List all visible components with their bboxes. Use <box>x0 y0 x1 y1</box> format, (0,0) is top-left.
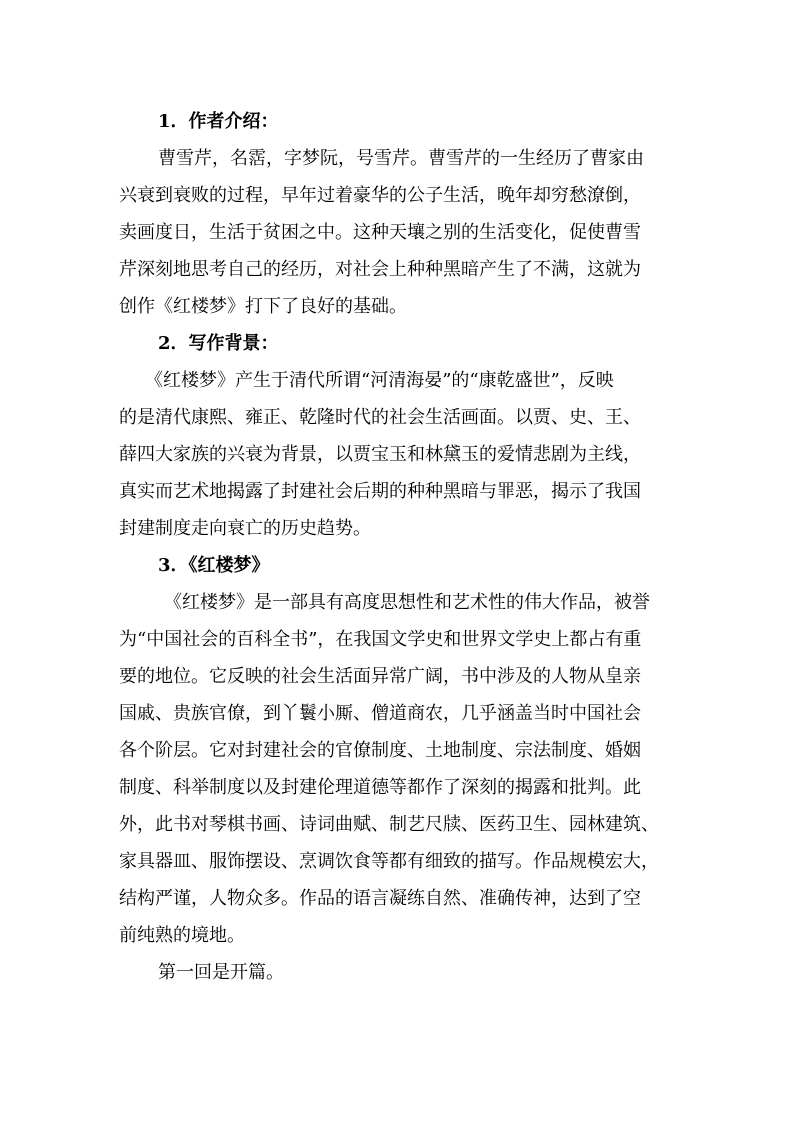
section1-line-4: 芹深刻地思考自己的经历，对社会上种种黑暗产生了不满，这就为 <box>119 259 641 280</box>
section3-line-6: 制度、科举制度以及封建伦理道德等都作了深刻的揭露和批判。此 <box>119 777 641 798</box>
section1-line-3: 卖画度日，生活于贫困之中。这种天壤之别的生活变化，促使曹雪 <box>119 222 641 243</box>
section3-line-10: 前纯熟的境地。 <box>119 925 245 946</box>
section3-line-2: 为“中国社会的百科全书”，在我国文学史和世界文学史上都占有重 <box>119 629 642 650</box>
section2-line-3: 薛四大家族的兴衰为背景，以贾宝玉和林黛玉的爱情悲剧为主线， <box>119 444 641 465</box>
section1-line-2: 兴衰到衰败的过程，早年过着豪华的公子生活，晚年却穷愁潦倒， <box>119 185 641 206</box>
section2-heading: 2．写作背景： <box>158 333 279 354</box>
section1-line-1: 曹雪芹，名霑，字梦阮，号雪芹。曹雪芹的一生经历了曹家由 <box>158 148 644 169</box>
section3-line-9: 结构严谨，人物众多。作品的语言凝练自然、准确传神，达到了空 <box>119 888 641 909</box>
section3-heading: 3．《红楼梦》 <box>158 555 270 576</box>
section2-line-1: 《红楼梦》产生于清代所谓“河清海晏”的“康乾盛世”，反映 <box>145 370 614 391</box>
section3-line-7: 外，此书对琴棋书画、诗词曲赋、制艺尺牍、医药卫生、园林建筑、 <box>119 814 659 835</box>
section2-line-2: 的是清代康熙、雍正、乾隆时代的社会生活画面。以贾、史、王、 <box>119 407 641 428</box>
closing-line: 第一回是开篇。 <box>158 962 284 983</box>
section3-line-4: 国戚、贵族官僚，到丫鬟小厮、僧道商农，几乎涵盖当时中国社会 <box>119 703 641 724</box>
section1-heading: 1．作者介绍： <box>158 111 279 132</box>
section3-line-3: 要的地位。它反映的社会生活面异常广阔，书中涉及的人物从皇亲 <box>119 666 641 687</box>
section3-line-5: 各个阶层。它对封建社会的官僚制度、土地制度、宗法制度、婚姻 <box>119 740 641 761</box>
section3-line-1: 《红楼梦》是一部具有高度思想性和艺术性的伟大作品，被誉 <box>164 592 650 613</box>
section3-line-8: 家具器皿、服饰摆设、烹调饮食等都有细致的描写。作品规模宏大， <box>119 851 659 872</box>
section1-line-5: 创作《红楼梦》打下了良好的基础。 <box>119 296 407 317</box>
section2-line-5: 封建制度走向衰亡的历史趋势。 <box>119 518 371 539</box>
section2-line-4: 真实而艺术地揭露了封建社会后期的种种黑暗与罪恶，揭示了我国 <box>119 481 641 502</box>
